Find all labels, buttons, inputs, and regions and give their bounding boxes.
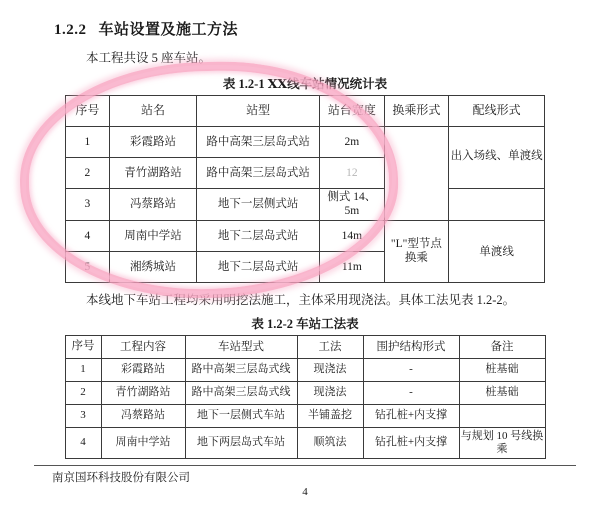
table2-header-cell: 车站型式 [185,336,297,359]
table1-cell-width: 12 [320,157,385,188]
table1-cell-no: 2 [66,157,110,188]
table2-header-row [65,336,545,359]
table2-cell-remark: 桩基础 [459,382,545,405]
table1-cell-name: 彩霞路站 [109,126,196,157]
table1-cell-width: 14m [320,221,385,252]
table1-cell-type: 地下二层岛式站 [197,221,320,252]
table1-header-cell: 配线形式 [449,95,545,126]
table2-cell-remark: 桩基础 [459,359,545,382]
table-row [65,382,545,405]
page-footer [0,465,610,498]
table1-cell-width: 侧式 14、5m [320,188,385,221]
table2-header-cell: 序号 [65,336,101,359]
table1-cell-no: 5 [66,252,110,283]
table1-header-row [66,95,545,126]
table2-cell-support: - [363,382,459,405]
table1-cell-type: 路中高架三层岛式站 [197,157,320,188]
table2-header-cell: 围护结构形式 [363,336,459,359]
table1-cell-no: 1 [66,126,110,157]
section-number: 1.2.2 [54,22,87,38]
table1-cell-type: 地下一层侧式站 [197,188,320,221]
table2-header-cell: 工程内容 [101,336,185,359]
table2-cell-method: 顺筑法 [297,428,363,459]
middle-paragraph: 本线地下车站工程均采用明挖法施工，主体采用现浇法。具体工法见表 1.2-2。 [86,293,516,308]
table2-cell-support: 钻孔桩+内支撑 [363,405,459,428]
table2-cell-remark [459,405,545,428]
table1-cell-layout-blank [449,188,545,221]
table2-cell-support: 钻孔桩+内支撑 [363,428,459,459]
table-row [66,188,545,221]
table1-cell-width: 2m [320,126,385,157]
table1-header-cell: 序号 [66,95,110,126]
station-summary-table [65,95,545,284]
table1-cell-type: 地下二层岛式站 [197,252,320,283]
table2-cell-no: 2 [65,382,101,405]
table2-header-cell: 工法 [297,336,363,359]
table2-cell-no: 4 [65,428,101,459]
table1-cell-no: 4 [66,221,110,252]
table1-cell-transfer-blank [384,126,449,221]
table1-cell-name: 湘绣城站 [109,252,196,283]
table2-cell-content: 彩霞路站 [101,359,185,382]
table1-cell-no: 3 [66,188,110,221]
table2-cell-type: 路中高架三层岛式线 [185,359,297,382]
table1-header-cell: 站台宽度 [320,95,385,126]
footer-company: 南京国环科技股份有限公司 [52,472,190,484]
table1-cell-layout: 出入场线、单渡线 [449,126,545,188]
table2-cell-content: 周南中学站 [101,428,185,459]
table1-caption: 表 1.2-1 ⅩⅩ线车站情况统计表 [222,76,388,91]
table1-cell-name: 冯蔡路站 [109,188,196,221]
table1-cell-transfer: "L"型节点换乘 [384,221,449,283]
table2-cell-support: - [363,359,459,382]
table1-header-cell: 站名 [109,95,196,126]
table2-header-cell: 备注 [459,336,545,359]
table1-header-cell: 换乘形式 [384,95,449,126]
table2-cell-method: 现浇法 [297,359,363,382]
table-row [66,221,545,252]
table2-cell-no: 3 [65,405,101,428]
table-row [65,428,545,459]
table1-cell-name: 周南中学站 [109,221,196,252]
table2-cell-no: 1 [65,359,101,382]
section-title: 车站设置及施工方法 [98,22,239,38]
page-number: 4 [302,486,308,498]
table-row [65,405,545,428]
table2-cell-remark: 与规划 10 号线换乘 [459,428,545,459]
table2-cell-content: 青竹湖路站 [101,382,185,405]
table2-cell-type: 地下一层侧式车站 [185,405,297,428]
table1-cell-layout: 单渡线 [449,221,545,283]
table2-cell-type: 地下两层岛式车站 [185,428,297,459]
table1-cell-type: 路中高架三层岛式站 [197,126,320,157]
table2-cell-method: 半铺盖挖 [297,405,363,428]
footer-divider [34,465,576,466]
table2-cell-content: 冯蔡路站 [101,405,185,428]
table-row [65,359,545,382]
table2-caption: 表 1.2-2 车站工法表 [251,317,359,332]
section-heading [54,18,576,39]
table2-cell-type: 路中高架三层岛式线 [185,382,297,405]
table1-cell-name: 青竹湖路站 [109,157,196,188]
table-row [66,126,545,157]
table1-header-cell: 站型 [197,95,320,126]
table2-cell-method: 现浇法 [297,382,363,405]
table1-cell-width: 11m [320,252,385,283]
station-method-table [65,335,546,459]
intro-paragraph: 本工程共设 5 座车站。 [86,51,212,65]
